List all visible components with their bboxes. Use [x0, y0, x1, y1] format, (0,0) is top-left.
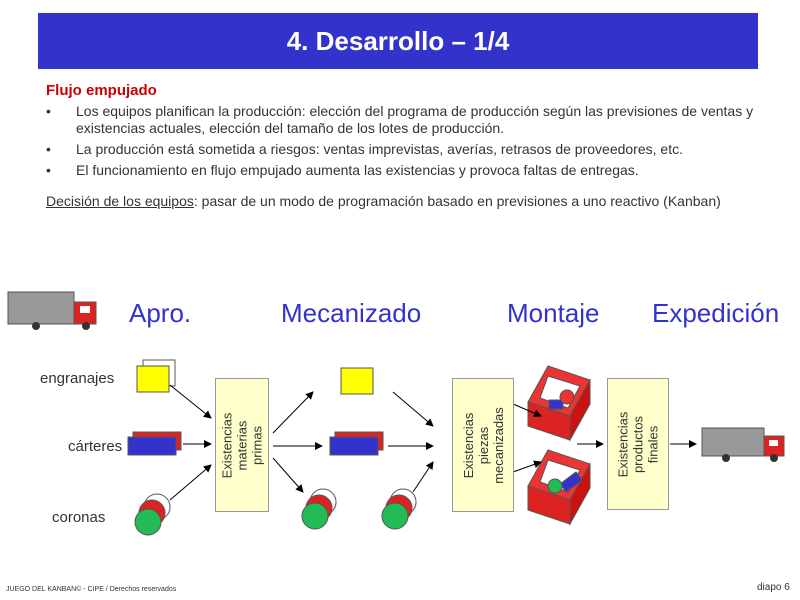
truck-icon-supply — [8, 292, 96, 330]
decision-label: Decisión de los equipos — [46, 193, 194, 209]
stock-label: Existencias materias primas — [219, 412, 265, 478]
footer-copyright: JUEGO DEL KANBAN© - CIPE / Derechos reservados — [6, 586, 177, 593]
stage-label-supply: Apro. — [129, 298, 192, 328]
assembly-box-icon — [528, 450, 590, 524]
bullet-item: • La producción está sometida a riesgos: ventas imprevistas, averías, retrasos de proveedores, etc. — [46, 141, 766, 158]
bullet-item: • El funcionamiento en flujo empujado aumenta las existencias y provoca faltas de entregas. — [46, 162, 766, 179]
stage-label-assembly: Montaje — [507, 298, 600, 328]
bullet-item: • Los equipos planifican la producción: elección del programa de producción según las previsiones de ventas y existencias actuales, elección del tamaño de los lotes de producción. — [46, 103, 766, 137]
part-label-gears: engranajes — [40, 370, 115, 387]
stock-label: Existencias piezas mecanizadas — [460, 406, 506, 484]
slide-number: diapo 6 — [757, 582, 790, 593]
stock-box-finished-products — [607, 378, 669, 510]
stage-label-machining: Mecanizado — [281, 298, 422, 328]
part-label-housings: cárteres — [68, 438, 123, 455]
section-subtitle: Flujo empujado — [46, 82, 157, 99]
housing-part-icon — [128, 432, 181, 455]
slide-title-text: 4. Desarrollo – 1/4 — [286, 25, 510, 56]
housing-part-icon — [330, 432, 383, 455]
stock-box-raw-materials — [215, 378, 269, 512]
stock-box-machined-parts — [452, 378, 514, 512]
truck-icon-shipping — [702, 428, 784, 462]
gear-part-icon — [137, 360, 175, 392]
crown-part-icon — [382, 489, 416, 529]
gear-part-icon — [341, 368, 373, 394]
stock-label: Existencias productos finales — [615, 411, 661, 477]
crown-part-icon — [135, 494, 170, 535]
decision-text: : pasar de un modo de programación basado en previsiones a uno reactivo (Kanban) — [193, 193, 721, 209]
part-label-crowns: coronas — [52, 509, 106, 526]
assembly-box-icon — [528, 366, 590, 440]
crown-part-icon — [302, 489, 336, 529]
stage-label-shipping: Expedición — [652, 298, 780, 328]
